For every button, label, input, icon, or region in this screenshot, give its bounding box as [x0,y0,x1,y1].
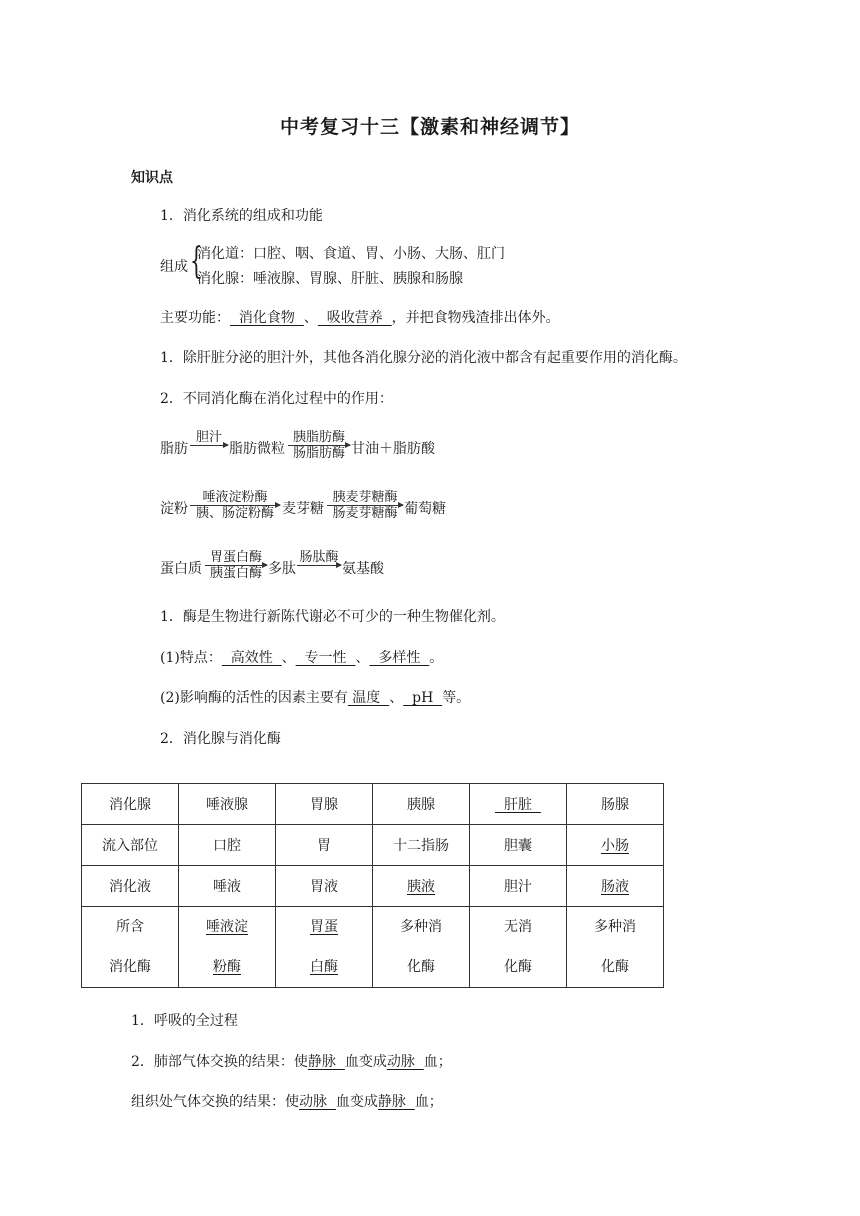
cell-line: 化酶 [407,959,435,975]
tissue-blank-2: 静脉 [377,1094,415,1110]
tissue-blank-1: 动脉 [299,1094,336,1110]
lung-prefix: 2．肺部气体交换的结果：使 [131,1054,308,1070]
table-cell: 消化腺 [82,784,179,825]
starch-mid: 麦芽糖 [282,501,324,517]
composition-line2: 消化腺：唾液腺、胃腺、肝脏、胰腺和肠腺 [197,271,463,287]
table-cell: 肠腺 [567,784,664,825]
glands-heading: 2．消化腺与消化酶 [160,731,281,747]
tissue-exchange-line [131,1092,443,1112]
starch-start: 淀粉 [160,501,188,517]
fat-start: 脂肪 [160,441,188,457]
fat-arrow1-top: 胆汁 [195,430,222,445]
protein-mid: 多肽 [268,561,296,577]
breath-heading: 1．呼吸的全过程 [131,1013,238,1029]
lung-blank-2: 动脉 [386,1054,424,1070]
lung-exchange-line [131,1052,452,1072]
protein-start: 蛋白质 [160,561,202,577]
table-row [82,825,664,866]
point-enzymes: 2．不同消化酶在消化过程中的作用： [160,391,393,407]
fat-arrow2-bottom: 肠脂肪酶 [292,446,345,461]
table-row [82,784,664,825]
starch-end: 葡萄糖 [404,501,446,517]
table-cell [373,907,470,988]
features-prefix: (1)特点： [160,650,222,666]
fat-arrow-2 [288,430,350,461]
cell-line: 所含 [116,919,144,935]
tissue-prefix: 组织处气体交换的结果：使 [131,1094,299,1110]
table-cell: 胆汁 [470,866,567,907]
section-label: 知识点 [131,170,173,186]
table-cell [567,866,664,907]
starch-arrow2-bottom: 肠麦芽糖酶 [332,506,398,521]
point-bile: 1．除肝脏分泌的胆汁外，其他各消化腺分泌的消化液中都含有起重要作用的消化酶。 [160,350,687,366]
function-blank-1: 消化食物 [230,310,304,326]
cell-line: 多种消 [400,919,442,935]
fat-end: 甘油＋脂肪酸 [351,441,435,457]
table-cell [567,825,664,866]
table-cell: 唾液腺 [179,784,276,825]
tissue-end: 血； [414,1094,443,1110]
factors-prefix: (2)影响酶的活性的因素主要有 [160,690,348,706]
features-end: 。 [429,650,444,666]
item1-heading: 1．消化系统的组成和功能 [160,208,323,224]
table-cell: 胃液 [276,866,373,907]
starch-arrow1-top: 唾液淀粉酶 [202,490,268,505]
cell-line: 化酶 [601,959,629,975]
factors-sep: 、 [389,690,404,706]
composition-label: 组成 [160,259,188,275]
table-cell: 胃腺 [276,784,373,825]
lung-mid: 血变成 [344,1054,387,1070]
starch-arrow1-bottom: 胰、肠淀粉酶 [195,506,274,521]
table-cell: 流入部位 [82,825,179,866]
table-cell-answer: 肝脏 [495,797,541,813]
table-cell-answer: 肠液 [601,879,629,895]
protein-end: 氨基酸 [342,561,384,577]
starch-arrow-1 [190,490,280,521]
protein-arrow1-top: 胃蛋白酶 [209,550,262,565]
table-cell-answer: 胰液 [407,879,435,895]
table-cell [470,907,567,988]
tissue-mid: 血变成 [335,1094,378,1110]
table-cell-answer: 小肠 [601,838,629,854]
table-cell [179,907,276,988]
table-cell [470,784,567,825]
table-cell: 十二指肠 [373,825,470,866]
table-cell [276,907,373,988]
table-cell: 胰腺 [373,784,470,825]
fat-arrow-1 [190,430,228,446]
brace-symbol: { [190,241,203,282]
cell-line: 无消 [504,919,532,935]
table-cell [373,866,470,907]
function-sep: 、 [303,310,318,326]
protein-arrow-1 [205,550,267,581]
protein-arrow-2 [297,550,341,566]
function-suffix: ，并把食物残渣排出体外。 [391,310,560,326]
table-cell: 唾液 [179,866,276,907]
table-cell [567,907,664,988]
page-title: 中考复习十三【激素和神经调节】 [279,116,580,138]
protein-arrow1-bottom: 胰蛋白酶 [209,566,262,581]
factors-line [160,688,470,708]
table-row [82,866,664,907]
table-cell: 消化液 [82,866,179,907]
function-blank-2: 吸收营养 [317,310,392,326]
starch-arrow2-top: 胰麦芽糖酶 [332,490,398,505]
composition-line1: 消化道：口腔、咽、食道、胃、小肠、大肠、肛门 [197,246,505,262]
cell-line: 化酶 [504,959,532,975]
fat-arrow2-top: 胰脂肪酶 [292,430,345,445]
cell-line: 多种消 [594,919,636,935]
factors-end: 等。 [442,690,471,706]
cell-line-answer: 粉酶 [213,959,241,975]
table-cell: 胃 [276,825,373,866]
features-line [160,648,443,668]
enzyme-definition: 1．酶是生物进行新陈代谢必不可少的一种生物催化剂。 [160,609,505,625]
table-cell [82,907,179,988]
lung-end: 血； [423,1054,452,1070]
features-sep-1: 、 [281,650,296,666]
cell-line: 消化酶 [109,959,151,975]
gland-enzyme-table [81,783,664,988]
features-sep-2: 、 [355,650,370,666]
function-line [160,308,560,328]
cell-line-answer: 唾液淀 [206,919,248,935]
starch-arrow-2 [327,490,403,521]
factor-2: pH [403,690,443,706]
table-cell: 胆囊 [470,825,567,866]
feature-1: 高效性 [221,650,282,666]
lung-blank-1: 静脉 [307,1054,345,1070]
protein-arrow2-top: 肠肽酶 [299,550,339,565]
cell-line-answer: 白酶 [310,959,338,975]
feature-3: 多样性 [369,650,430,666]
factor-1: 温度 [347,690,390,706]
table-cell: 口腔 [179,825,276,866]
feature-2: 专一性 [295,650,356,666]
fat-mid: 脂肪微粒 [229,441,285,457]
cell-line-answer: 胃蛋 [310,919,338,935]
table-row [82,907,664,988]
function-prefix: 主要功能： [160,310,230,326]
